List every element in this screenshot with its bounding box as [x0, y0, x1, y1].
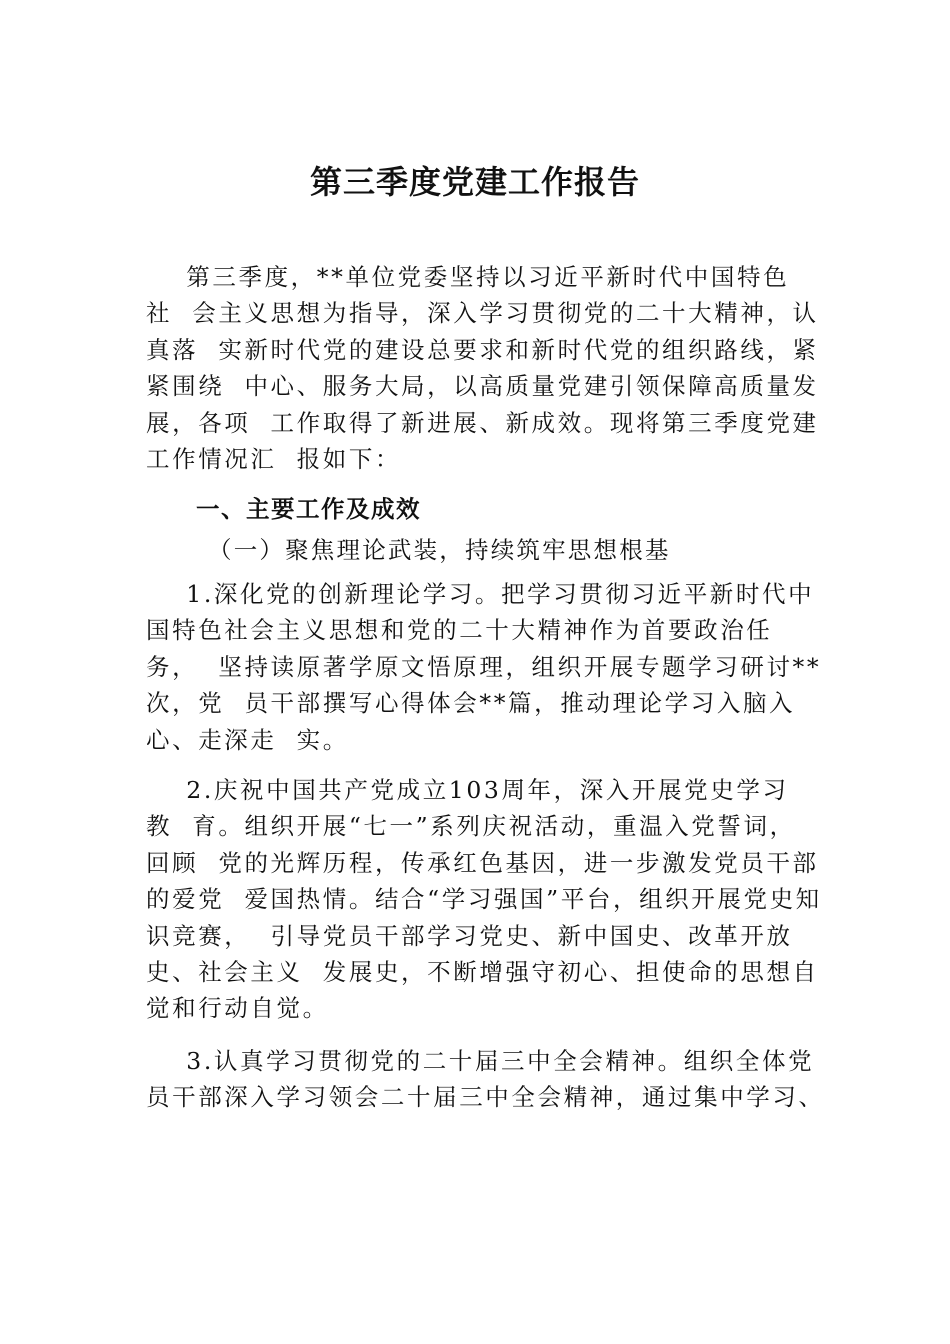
item-2-paragraph: [146, 772, 822, 1027]
paragraph-line: 第三季度，**单位党委坚持以习近平新时代中国特色: [146, 263, 790, 291]
paragraph-line: 的爱党 爱国热情。结合“学习强国”平台，组织开展党史知: [146, 885, 822, 914]
paragraph-line: 史、社会主义 发展史，不断增强守初心、担使命的思想自: [146, 957, 819, 986]
subsection-heading: （一）聚焦理论武装，持续筑牢思想根基: [208, 536, 671, 564]
intro-paragraph: [146, 259, 819, 477]
paragraph-line: 紧围绕 中心、服务大局，以高质量党建引领保障高质量发: [146, 372, 819, 401]
paragraph-line: 员干部深入学习领会二十届三中全会精神，通过集中学习、: [146, 1083, 825, 1112]
paragraph-line: 回顾 党的光辉历程，传承红色基因，进一步激发党员干部: [146, 848, 819, 877]
paragraph-line: 心、走深走 实。: [146, 725, 349, 754]
paragraph-line: 真落 实新时代党的建设总要求和新时代党的组织路线，紧: [146, 335, 819, 364]
paragraph-line: 2.庆祝中国共产党成立103周年，深入开展党史学习: [146, 776, 789, 804]
item-1-paragraph: [146, 576, 822, 758]
paragraph-line: 国特色社会主义思想和党的二十大精神作为首要政治任: [146, 616, 773, 645]
section-heading: 一、主要工作及成效: [196, 495, 421, 523]
paragraph-line: 次，党 员干部撰写心得体会**篇，推动理论学习入脑入: [146, 689, 796, 718]
paragraph-line: 工作情况汇 报如下：: [146, 444, 402, 473]
paragraph-line: 教 育。组织开展“七一”系列庆祝活动，重温入党誓词，: [146, 812, 796, 841]
item-3-paragraph: [146, 1043, 825, 1116]
paragraph-line: 3.认真学习贯彻党的二十届三中全会精神。组织全体党: [146, 1047, 815, 1075]
paragraph-line: 社 会主义思想为指导，深入学习贯彻党的二十大精神，认: [146, 299, 819, 328]
document-title: 第三季度党建工作报告: [309, 163, 640, 201]
paragraph-line: 1.深化党的创新理论学习。把学习贯彻习近平新时代中: [146, 580, 815, 608]
paragraph-line: 务， 坚持读原著学原文悟原理，组织开展专题学习研讨**: [146, 652, 822, 681]
paragraph-line: 展，各项 工作取得了新进展、新成效。现将第三季度党建: [146, 408, 819, 437]
paragraph-line: 识竞赛， 引导党员干部学习党史、新中国史、改革开放: [146, 921, 793, 950]
paragraph-line: 觉和行动自觉。: [146, 994, 329, 1023]
